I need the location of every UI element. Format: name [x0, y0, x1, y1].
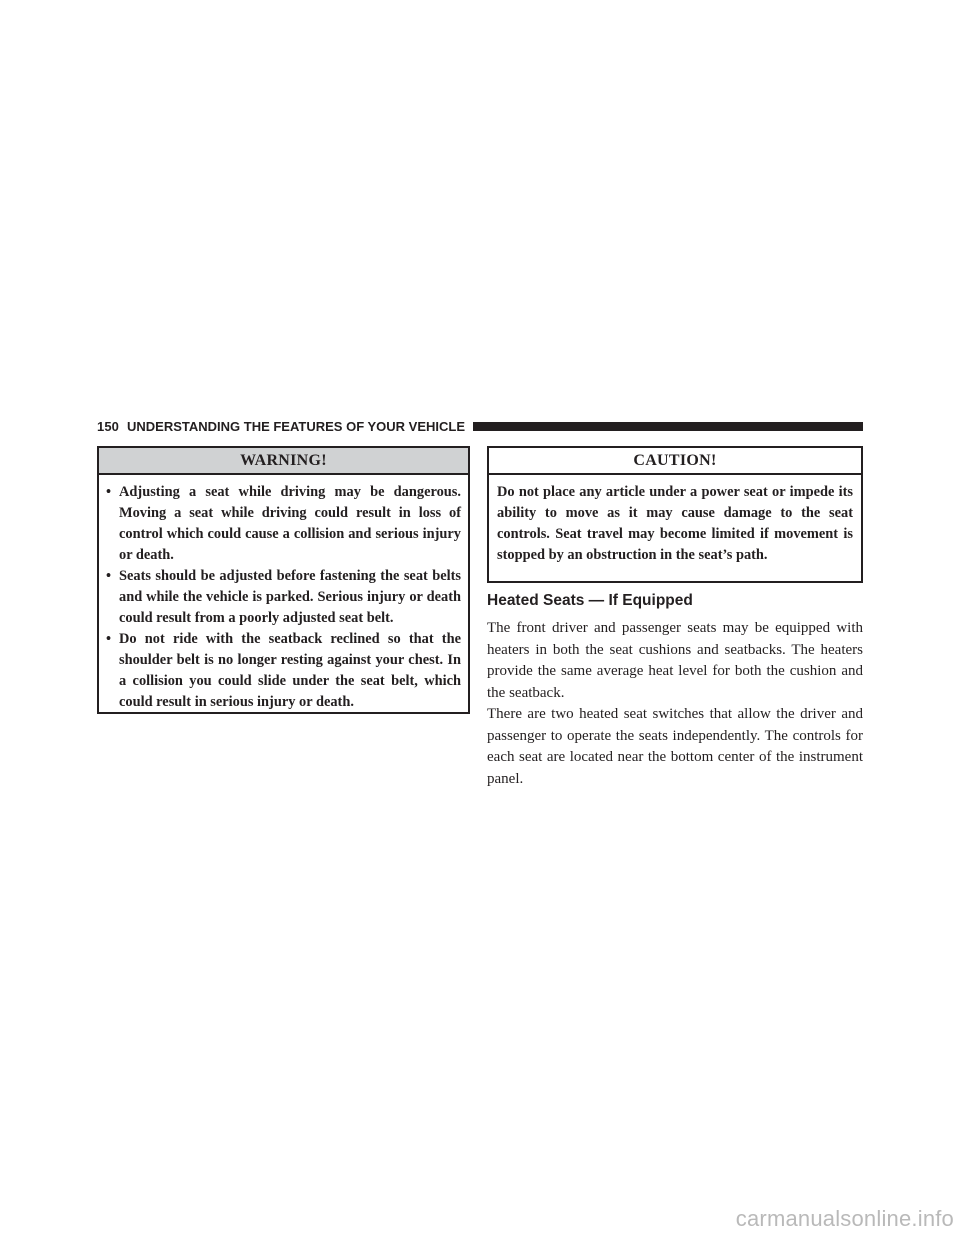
warning-list: [106, 482, 461, 713]
heated-seats-heading: Heated Seats — If Equipped: [487, 592, 693, 609]
warning-item: [106, 482, 461, 566]
warning-item-text: Adjusting a seat while driving may be dangerous. Moving a seat while driving could result in loss of control which could cause a collision and serious injury or death.: [119, 484, 461, 563]
warning-box: [97, 446, 470, 714]
header-rule: [473, 422, 863, 431]
warning-item-text: Seats should be adjusted before fastening the seat belts and while the vehicle is parked. Serious injury or death could result from a poorly adjusted seat belt.: [119, 568, 461, 626]
warning-body: [99, 475, 468, 713]
warning-item: [106, 629, 461, 713]
bullet-icon: •: [106, 568, 112, 584]
page-number: 150: [97, 418, 119, 434]
heated-seats-paragraph: The front driver and passenger seats may be equipped with heaters in both the seat cushions and seatbacks. The heaters provide the same average heat level for both the cushion and the seatback.: [487, 620, 863, 701]
watermark-text: carmanualsonline.info: [735, 1206, 954, 1231]
heated-seats-paragraph: There are two heated seat switches that allow the driver and passenger to operate the seats independently. The controls for each seat are located near the bottom center of the instrument panel.: [487, 706, 863, 787]
caution-title: CAUTION!: [489, 448, 861, 475]
warning-item: [106, 566, 461, 629]
running-header: [97, 418, 863, 434]
warning-title: WARNING!: [99, 448, 468, 475]
caution-box: [487, 446, 863, 583]
caution-text: Do not place any article under a power seat or impede its ability to move as it may cause damage to the seat controls. Seat travel may become limited if movement is stopped by an obstruction in the seat’s path.: [497, 484, 853, 563]
section-title: UNDERSTANDING THE FEATURES OF YOUR VEHICLE: [127, 418, 466, 434]
warning-item-text: Do not ride with the seatback reclined so that the shoulder belt is no longer resting against your chest. In a collision you could slide under the seat belt, which could result in serious injury or death.: [119, 631, 461, 710]
bullet-icon: •: [106, 631, 112, 647]
bullet-icon: •: [106, 484, 112, 500]
